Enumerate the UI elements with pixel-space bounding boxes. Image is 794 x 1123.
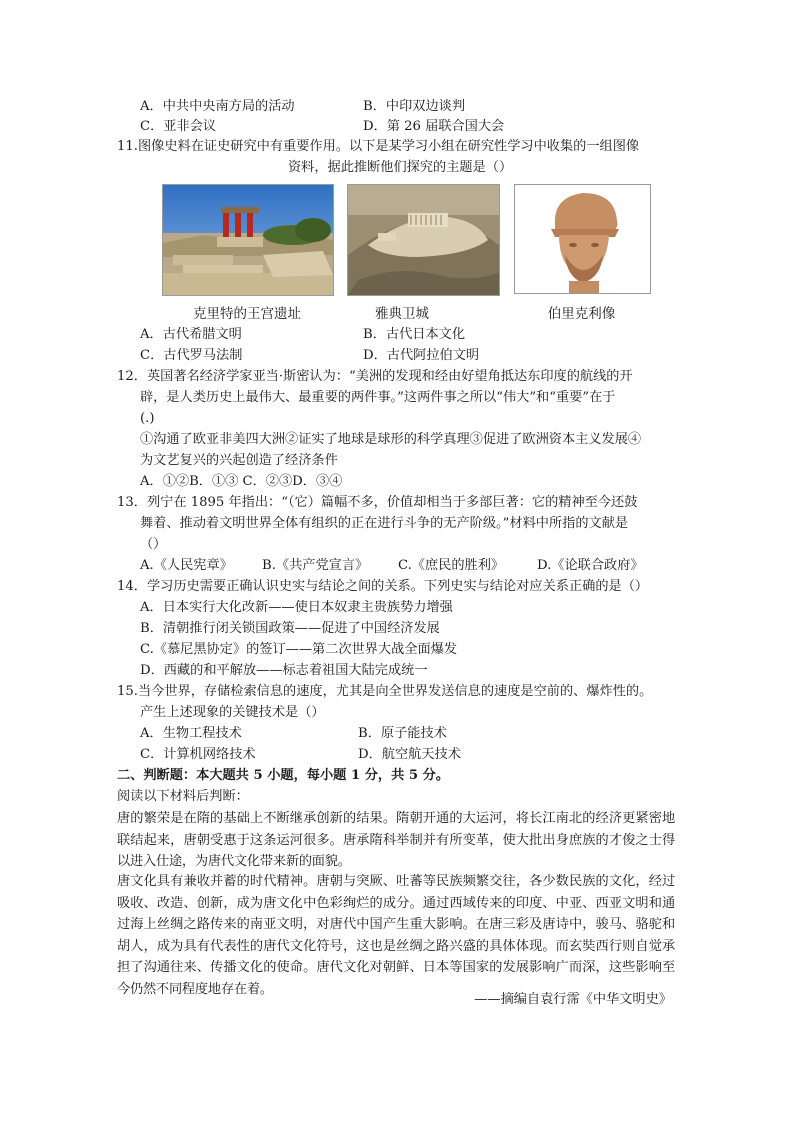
section2-intro: 阅读以下材料后判断： bbox=[117, 789, 249, 804]
q14-option-a: A．日本实行大化改新——使日本奴隶主贵族势力增强 bbox=[140, 600, 453, 615]
section2-heading: 二、判断题：本大题共 5 小题，每小题 1 分，共 5 分。 bbox=[117, 768, 450, 783]
q12-line3: (.) bbox=[140, 411, 155, 426]
q10-option-d: D．第 26 届联合国大会 bbox=[363, 119, 505, 134]
q13-line2: 舞着、推动着文明世界全体有组织的正在进行斗争的无产阶级。”材料中所指的文献是 bbox=[140, 516, 629, 531]
material-source: ——摘编自袁行霈《中华文明史》 bbox=[474, 992, 672, 1007]
q11-option-d: D．古代阿拉伯文明 bbox=[363, 348, 480, 363]
q11-stem-line1: 11.图像史料在证史研究中有重要作用。以下是某学习小组在研究性学习中收集的一组图像 bbox=[117, 139, 640, 154]
q11-option-a: A．古代希腊文明 bbox=[140, 327, 242, 342]
q10-option-b: B．中印双边谈判 bbox=[363, 99, 466, 114]
q15-option-a: A．生物工程技术 bbox=[140, 726, 242, 741]
q10-option-a: A．中共中央南方局的活动 bbox=[140, 99, 295, 114]
q10-option-c: C．亚非会议 bbox=[140, 119, 217, 134]
q13-option-b: B.《共产党宣言》 bbox=[262, 558, 369, 573]
caption-pericles: 伯里克利像 bbox=[547, 306, 616, 322]
q12-line1: 12．英国著名经济学家亚当·斯密认为：“美洲的发现和经由好望角抵达东印度的航线的开 bbox=[117, 369, 633, 384]
q15-option-d: D．航空航天技术 bbox=[358, 747, 461, 762]
q14-option-c: C.《慕尼黑协定》的签订——第二次世界大战全面爆发 bbox=[140, 642, 458, 657]
q15-option-c: C．计算机网络技术 bbox=[140, 747, 256, 762]
q12-line4: ①沟通了欧亚非美四大洲②证实了地球是球形的科学真理③促进了欧洲资本主义发展④ bbox=[140, 432, 642, 447]
q14-option-d: D．西藏的和平解放——标志着祖国大陆完成统一 bbox=[140, 663, 428, 678]
q13-option-d: D.《论联合政府》 bbox=[537, 558, 644, 573]
q15-option-b: B．原子能技术 bbox=[358, 726, 447, 741]
pericles-bust-image bbox=[514, 184, 651, 294]
material-paragraph-1: 唐的繁荣是在隋的基础上不断继承创新的结果。隋朝开通的大运河，将长江南北的经济更紧密地联结起来，唐朝受惠于这条运河很多。唐承隋科举制并有所变革，使大批出身庶族的才俊之士得以进入仕途，为唐代文化带来新的面貌。 bbox=[117, 811, 675, 869]
q13-line1: 13．列宁在 1895 年指出：“（它）篇幅不多，价值却相当于多部巨著：它的精神至今还鼓 bbox=[117, 495, 638, 510]
q11-option-b: B．古代日本文化 bbox=[363, 327, 466, 342]
q13-option-a: A.《人民宪章》 bbox=[140, 558, 233, 573]
q14-option-b: B．清朝推行闭关锁国政策——促进了中国经济发展 bbox=[140, 621, 440, 636]
q15-line1: 15.当今世界，存储检索信息的速度，尤其是向全世界发送信息的速度是空前的、爆炸性的。 bbox=[117, 684, 653, 699]
caption-acropolis: 雅典卫城 bbox=[375, 306, 429, 322]
q13-line3: （） bbox=[140, 537, 167, 552]
knossos-palace-image bbox=[162, 184, 334, 296]
q11-option-c: C．古代罗马法制 bbox=[140, 348, 243, 363]
material-paragraph-2: 唐文化具有兼收并蓄的时代精神。唐朝与突厥、吐蕃等民族频繁交往，各少数民族的文化，经过吸收、改造、创新，成为唐文化中色彩绚烂的成分。通过西域传来的印度、中亚、西亚文明和通过海上丝绸之路传来的南亚文明，对唐代中国产生重大影响。在唐三彩及唐诗中，骏马、骆驼和胡人，成为具有代表性的唐代文化符号，这也是丝绸之路兴盛的具体体现。而玄奘西行则自觉承担了沟通往来、传播文化的使命。唐代文化对朝鲜、日本等国家的发展影响广而深，这些影响至今仍然不同程度地存在着。 bbox=[117, 874, 675, 997]
acropolis-image bbox=[347, 184, 500, 296]
q12-line5: 为文艺复兴的兴起创造了经济条件 bbox=[140, 453, 338, 468]
q14-line1: 14．学习历史需要正确认识史实与结论之间的关系。下列史实与结论对应关系正确的是（） bbox=[117, 579, 649, 594]
q11-stem-line2: 资料，据此推断他们探究的主题是（） bbox=[288, 160, 513, 175]
q12-line2: 辟，是人类历史上最伟大、最重要的两件事。”这两件事之所以“伟大”和“重要”在于 bbox=[140, 390, 616, 405]
q13-option-c: C.《庶民的胜利》 bbox=[398, 558, 505, 573]
q12-options: A．①②B．①③ C．②③D．③④ bbox=[140, 474, 343, 489]
q15-line2: 产生上述现象的关键技术是（） bbox=[140, 705, 325, 720]
caption-knossos: 克里特的王宫遗址 bbox=[193, 306, 301, 322]
